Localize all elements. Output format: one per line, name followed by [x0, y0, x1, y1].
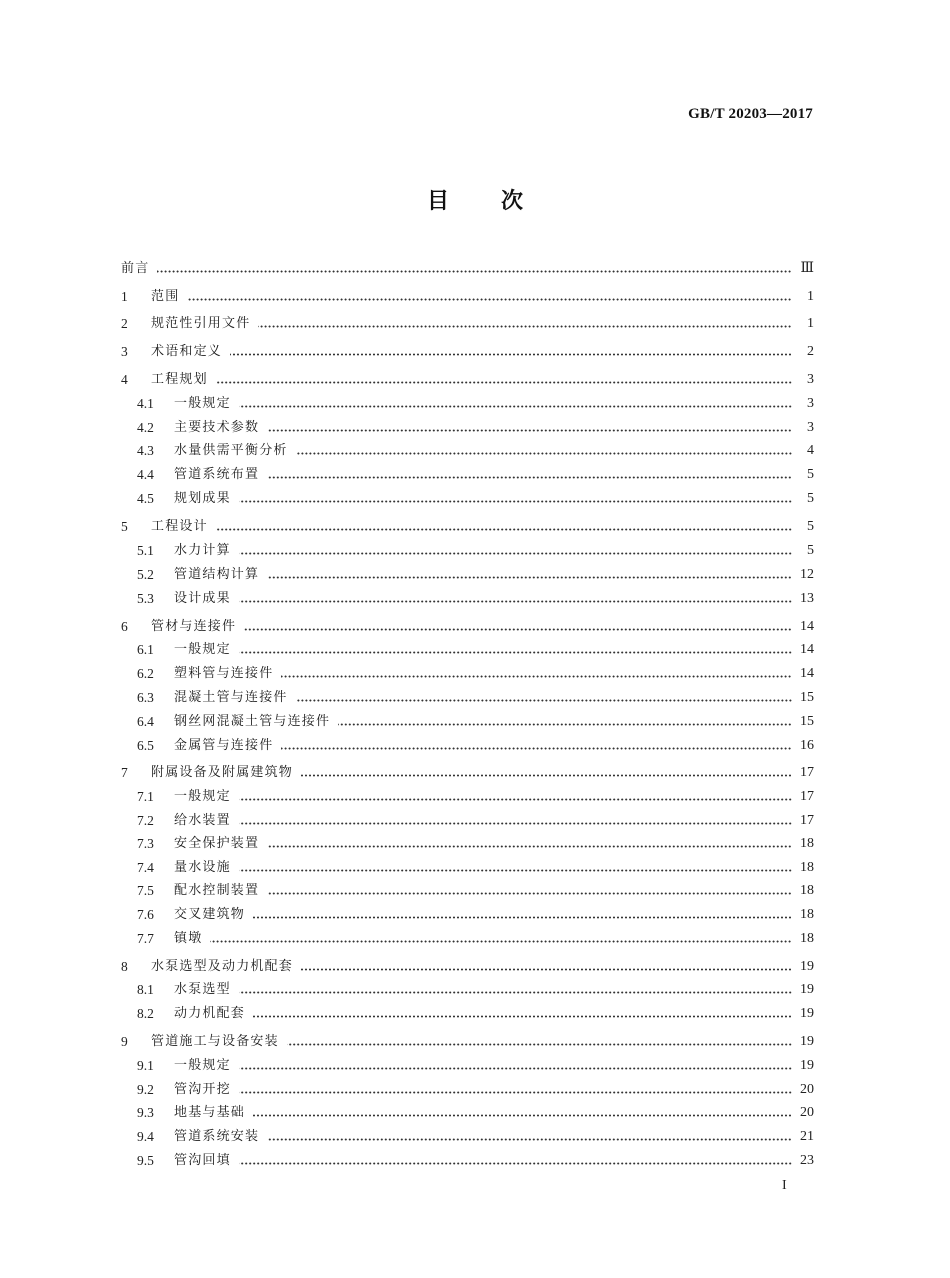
toc-entry-page: 12	[800, 567, 814, 582]
toc-entry-label: 一般规定	[174, 642, 231, 657]
toc-entry-label: 一般规定	[174, 789, 231, 804]
toc-entry-page: 17	[800, 789, 814, 804]
toc-section-entry[interactable]	[137, 1151, 814, 1171]
toc-entry-number: 5	[121, 519, 128, 534]
dot-leader	[253, 1114, 792, 1117]
dot-leader	[239, 500, 792, 503]
page-title-char-1: 目	[426, 189, 449, 214]
toc-section-entry[interactable]	[137, 980, 814, 1000]
page-title-char-2: 次	[501, 189, 524, 214]
toc-entry-number: 4.5	[137, 491, 154, 506]
toc-section-entry[interactable]	[137, 541, 814, 561]
toc-chapter-entry[interactable]	[121, 617, 814, 637]
toc-section-entry[interactable]	[137, 664, 814, 684]
toc-entry-label: 量水设施	[174, 860, 231, 875]
toc-entry-number: 6.2	[137, 666, 154, 681]
toc-chapter-entry[interactable]	[121, 763, 814, 783]
dot-leader	[239, 405, 792, 408]
toc-entry-number: 4.1	[137, 396, 154, 411]
toc-entry-page: 18	[800, 931, 814, 946]
dot-leader	[187, 298, 792, 301]
toc-entry-label: 主要技术参数	[174, 420, 260, 435]
toc-section-entry[interactable]	[137, 1103, 814, 1123]
dot-leader	[267, 1138, 792, 1141]
toc-entry-page: 21	[800, 1129, 814, 1144]
toc-entry-page: 17	[800, 765, 814, 780]
toc-section-entry[interactable]	[137, 929, 814, 949]
toc-entry-label: 管道施工与设备安装	[151, 1034, 279, 1049]
dot-leader	[239, 600, 792, 603]
toc-entry-label: 一般规定	[174, 396, 231, 411]
toc-entry-label: 前言	[121, 261, 150, 276]
toc-section-entry[interactable]	[137, 441, 814, 461]
toc-entry-label: 管沟开挖	[174, 1082, 231, 1097]
dot-leader	[230, 353, 792, 356]
toc-entry-label: 管材与连接件	[151, 619, 237, 634]
toc-entry-number: 7.2	[137, 813, 154, 828]
toc-entry-label: 镇墩	[174, 931, 203, 946]
toc-entry-number: 6.4	[137, 714, 154, 729]
toc-entry-page: 4	[807, 443, 814, 458]
toc-section-entry[interactable]	[137, 1080, 814, 1100]
toc-entry-label: 设计成果	[174, 591, 231, 606]
toc-entry-page: 20	[800, 1105, 814, 1120]
toc-entry-number: 7.1	[137, 789, 154, 804]
toc-entry-label: 管沟回填	[174, 1153, 231, 1168]
toc-entry-page: 18	[800, 836, 814, 851]
toc-chapter-entry[interactable]	[121, 957, 814, 977]
dot-leader	[216, 381, 792, 384]
toc-entry-label: 术语和定义	[151, 344, 223, 359]
dot-leader	[267, 892, 792, 895]
toc-entry-number: 7.5	[137, 883, 154, 898]
dot-leader	[338, 723, 792, 726]
toc-entry-label: 配水控制装置	[174, 883, 260, 898]
toc-entry-label: 管道结构计算	[174, 567, 260, 582]
toc-entry-page: 5	[807, 467, 814, 482]
toc-section-entry[interactable]	[137, 565, 814, 585]
dot-leader	[239, 1162, 792, 1165]
dot-leader	[239, 1067, 792, 1070]
toc-entry-page: 18	[800, 907, 814, 922]
toc-entry-page: 14	[800, 642, 814, 657]
dot-leader	[281, 675, 792, 678]
toc-entry-label: 水力计算	[174, 543, 231, 558]
toc-entry-page: 3	[807, 372, 814, 387]
toc-entry-page: 19	[800, 959, 814, 974]
toc-entry-label: 地基与基础	[174, 1105, 246, 1120]
toc-entry-label: 给水装置	[174, 813, 231, 828]
toc-section-entry[interactable]	[137, 688, 814, 708]
toc-section-entry[interactable]	[137, 394, 814, 414]
toc-entry-page: 18	[800, 883, 814, 898]
dot-leader	[244, 628, 792, 631]
toc-chapter-entry[interactable]	[121, 1032, 814, 1052]
toc-entry-label: 金属管与连接件	[174, 738, 274, 753]
toc-entry-page: 3	[807, 396, 814, 411]
toc-entry-number: 6.3	[137, 690, 154, 705]
dot-leader	[296, 452, 792, 455]
dot-leader	[239, 798, 792, 801]
toc-entry-page: 3	[807, 420, 814, 435]
toc-section-entry[interactable]	[137, 736, 814, 756]
toc-entry-number: 1	[121, 289, 128, 304]
toc-entry-number: 4.2	[137, 420, 154, 435]
toc-entry-label: 动力机配套	[174, 1006, 246, 1021]
toc-entry-number: 4.4	[137, 467, 154, 482]
toc-entry-page: Ⅲ	[800, 261, 814, 276]
toc-entry-number: 2	[121, 316, 128, 331]
dot-leader	[301, 968, 792, 971]
toc-section-entry[interactable]	[137, 881, 814, 901]
toc-entry-number: 5.1	[137, 543, 154, 558]
toc-entry-page: 23	[800, 1153, 814, 1168]
page-number: I	[782, 1178, 787, 1193]
toc-entry-number: 9.5	[137, 1153, 154, 1168]
toc-entry-label: 规划成果	[174, 491, 231, 506]
toc-entry-number: 8.2	[137, 1006, 154, 1021]
dot-leader	[210, 940, 792, 943]
toc-entry-label: 范围	[151, 289, 180, 304]
toc-entry-page: 14	[800, 619, 814, 634]
toc-entry-label: 管道系统安装	[174, 1129, 260, 1144]
toc-chapter-entry[interactable]	[121, 342, 814, 362]
toc-entry-page: 5	[807, 519, 814, 534]
toc-chapter-entry[interactable]	[121, 287, 814, 307]
dot-leader	[239, 552, 792, 555]
toc-entry-number: 7.4	[137, 860, 154, 875]
standard-code: GB/T 20203—2017	[688, 106, 813, 122]
dot-leader	[253, 916, 792, 919]
dot-leader	[239, 651, 792, 654]
toc-entry-number: 8	[121, 959, 128, 974]
toc-entry-label: 水量供需平衡分析	[174, 443, 288, 458]
dot-leader	[239, 822, 792, 825]
toc-section-entry[interactable]	[137, 905, 814, 925]
toc-entry-label: 混凝土管与连接件	[174, 690, 288, 705]
toc-entry-page: 15	[800, 714, 814, 729]
toc-chapter-entry[interactable]	[121, 259, 814, 279]
toc-chapter-entry[interactable]	[121, 517, 814, 537]
toc-entry-label: 附属设备及附属建筑物	[151, 765, 294, 780]
toc-entry-page: 19	[800, 982, 814, 997]
toc-entry-label: 一般规定	[174, 1058, 231, 1073]
dot-leader	[267, 845, 792, 848]
toc-entry-page: 5	[807, 491, 814, 506]
toc-section-entry[interactable]	[137, 465, 814, 485]
toc-entry-number: 9.1	[137, 1058, 154, 1073]
toc-entry-page: 17	[800, 813, 814, 828]
dot-leader	[267, 429, 792, 432]
dot-leader	[216, 528, 792, 531]
toc-section-entry[interactable]	[137, 811, 814, 831]
dot-leader	[239, 869, 792, 872]
toc-entry-label: 塑料管与连接件	[174, 666, 274, 681]
toc-entry-page: 1	[807, 289, 814, 304]
dot-leader	[301, 774, 792, 777]
toc-section-entry[interactable]	[137, 712, 814, 732]
toc-section-entry[interactable]	[137, 589, 814, 609]
toc-entry-page: 14	[800, 666, 814, 681]
toc-section-entry[interactable]	[137, 834, 814, 854]
dot-leader	[281, 747, 792, 750]
toc-entry-page: 2	[807, 344, 814, 359]
dot-leader	[287, 1043, 792, 1046]
toc-entry-page: 13	[800, 591, 814, 606]
toc-section-entry[interactable]	[137, 1056, 814, 1076]
toc-entry-page: 18	[800, 860, 814, 875]
toc-section-entry[interactable]	[137, 1004, 814, 1024]
dot-leader	[267, 576, 792, 579]
toc-entry-number: 7	[121, 765, 128, 780]
dot-leader	[258, 325, 792, 328]
dot-leader	[239, 1091, 792, 1094]
toc-entry-number: 6.1	[137, 642, 154, 657]
toc-entry-label: 工程规划	[151, 372, 208, 387]
toc-entry-page: 1	[807, 316, 814, 331]
toc-entry-number: 7.7	[137, 931, 154, 946]
toc-entry-number: 7.3	[137, 836, 154, 851]
toc-entry-number: 4.3	[137, 443, 154, 458]
toc-entry-number: 3	[121, 344, 128, 359]
toc-section-entry[interactable]	[137, 640, 814, 660]
toc-section-entry[interactable]	[137, 1127, 814, 1147]
toc-chapter-entry[interactable]	[121, 370, 814, 390]
toc-entry-label: 管道系统布置	[174, 467, 260, 482]
toc-entry-page: 5	[807, 543, 814, 558]
toc-entry-label: 工程设计	[151, 519, 208, 534]
toc-entry-label: 规范性引用文件	[151, 316, 251, 331]
dot-leader	[157, 270, 792, 273]
toc-section-entry[interactable]	[137, 787, 814, 807]
toc-entry-page: 19	[800, 1006, 814, 1021]
toc-entry-label: 交叉建筑物	[174, 907, 246, 922]
toc-entry-number: 6.5	[137, 738, 154, 753]
toc-entry-page: 20	[800, 1082, 814, 1097]
toc-entry-number: 5.2	[137, 567, 154, 582]
toc-entry-label: 水泵选型及动力机配套	[151, 959, 294, 974]
toc-entry-label: 安全保护装置	[174, 836, 260, 851]
dot-leader	[296, 699, 792, 702]
toc-entry-number: 9.3	[137, 1105, 154, 1120]
toc-entry-number: 9.4	[137, 1129, 154, 1144]
toc-entry-page: 19	[800, 1058, 814, 1073]
toc-entry-page: 15	[800, 690, 814, 705]
toc-entry-number: 5.3	[137, 591, 154, 606]
toc-section-entry[interactable]	[137, 858, 814, 878]
toc-entry-number: 7.6	[137, 907, 154, 922]
dot-leader	[267, 476, 792, 479]
table-of-contents	[121, 0, 814, 1278]
toc-section-entry[interactable]	[137, 418, 814, 438]
toc-entry-page: 16	[800, 738, 814, 753]
dot-leader	[253, 1015, 792, 1018]
toc-entry-label: 钢丝网混凝土管与连接件	[174, 714, 331, 729]
toc-entry-number: 6	[121, 619, 128, 634]
dot-leader	[239, 991, 792, 994]
toc-entry-number: 4	[121, 372, 128, 387]
toc-section-entry[interactable]	[137, 489, 814, 509]
toc-entry-number: 8.1	[137, 982, 154, 997]
toc-chapter-entry[interactable]	[121, 314, 814, 334]
toc-entry-page: 19	[800, 1034, 814, 1049]
toc-entry-label: 水泵选型	[174, 982, 231, 997]
toc-entry-number: 9.2	[137, 1082, 154, 1097]
toc-entry-number: 9	[121, 1034, 128, 1049]
